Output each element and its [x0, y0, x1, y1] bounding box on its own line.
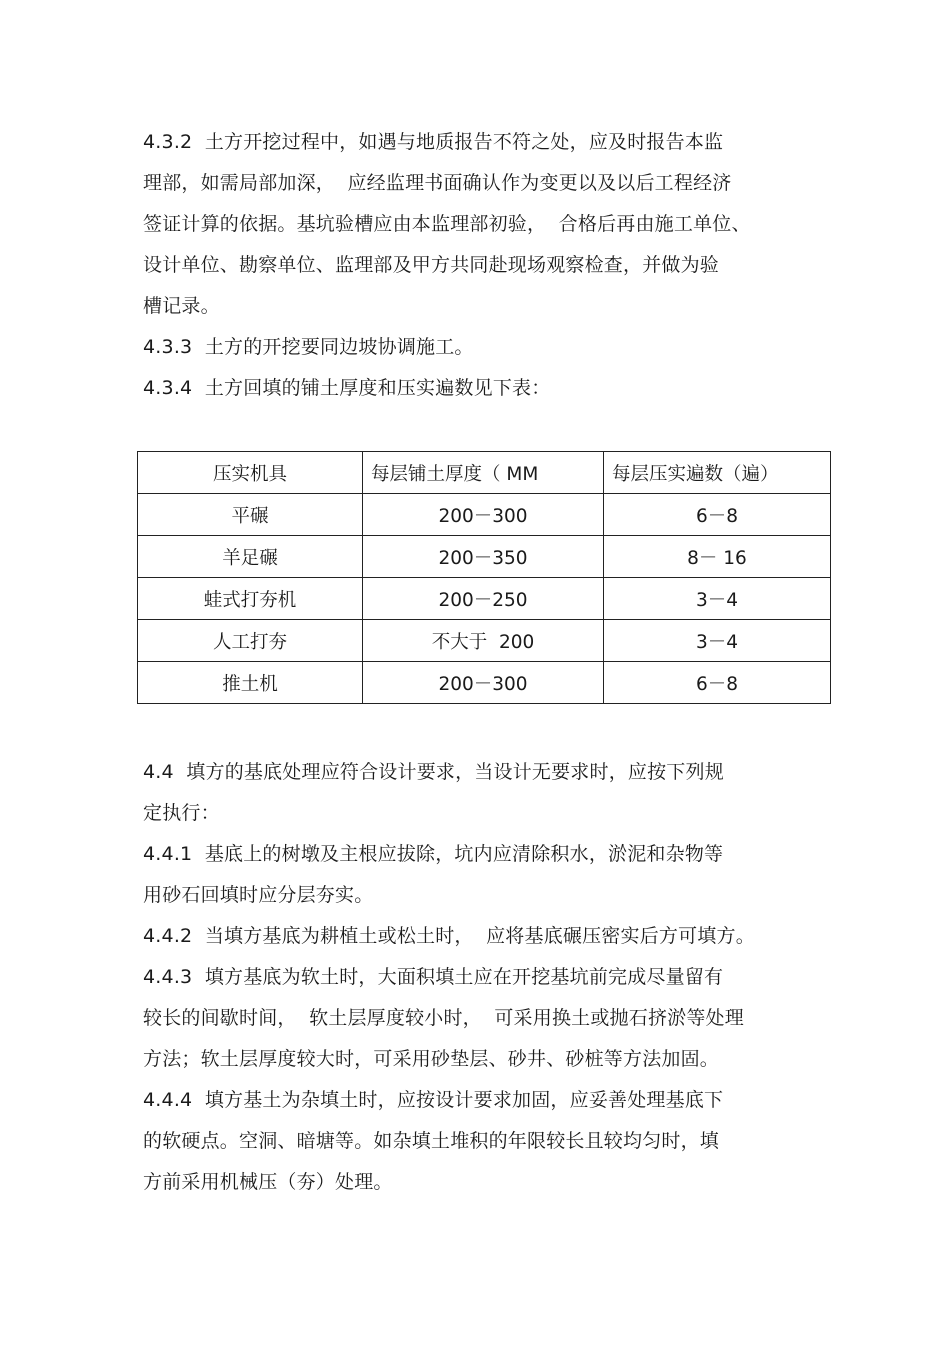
table-row: [138, 620, 831, 662]
cell-thickness: 不大于 200: [363, 620, 604, 662]
cell-passes: 8－ 16: [604, 536, 831, 578]
clause-4-3-4: 4.3.4 土方回填的铺土厚度和压实遍数见下表：: [143, 377, 551, 399]
header-compaction-machine: 压实机具: [138, 452, 363, 494]
table-row: [138, 662, 831, 704]
cell-machine: 推土机: [138, 662, 363, 704]
cell-passes: 3－4: [604, 620, 831, 662]
cell-thickness: 200－300: [363, 662, 604, 704]
paragraph-line: 的软硬点。空洞、暗塘等。如杂填土堆积的年限较长且较均匀时，填: [143, 1130, 720, 1152]
compaction-table: [137, 451, 831, 704]
paragraph-line: 槽记录。: [143, 295, 220, 317]
paragraph-line: 方前采用机械压（夯）处理。: [143, 1171, 393, 1193]
clause-4-4-4: 4.4.4 填方基土为杂填土时，应按设计要求加固，应妥善处理基底下: [143, 1089, 724, 1111]
table-row: [138, 494, 831, 536]
cell-thickness: 200－300: [363, 494, 604, 536]
table-row: [138, 536, 831, 578]
cell-machine: 蛙式打夯机: [138, 578, 363, 620]
paragraph-line: 用砂石回填时应分层夯实。: [143, 884, 374, 906]
section-4-3-text: [143, 122, 803, 409]
paragraph-line: 方法；软土层厚度较大时，可采用砂垫层、砂井、砂桩等方法加固。: [143, 1048, 720, 1070]
paragraph-line: 理部，如需局部加深， 应经监理书面确认作为变更以及以后工程经济: [143, 172, 732, 194]
clause-4-4-3: 4.4.3 填方基底为软土时，大面积填土应在开挖基坑前完成尽量留有: [143, 966, 724, 988]
cell-machine: 平碾: [138, 494, 363, 536]
clause-4-4-2: 4.4.2 当填方基底为耕植土或松土时， 应将基底碾压密实后方可填方。: [143, 925, 755, 947]
header-layer-thickness: 每层铺土厚度（ MM: [363, 452, 604, 494]
paragraph-line: 较长的间歇时间， 软土层厚度较小时， 可采用换土或抛石挤淤等处理: [143, 1007, 744, 1029]
paragraph-line: 定执行：: [143, 802, 220, 824]
cell-machine: 人工打夯: [138, 620, 363, 662]
clause-4-4-1: 4.4.1 基底上的树墩及主根应拔除，坑内应清除积水，淤泥和杂物等: [143, 843, 724, 865]
paragraph-line: 设计单位、勘察单位、监理部及甲方共同赴现场观察检查，并做为验: [143, 254, 720, 276]
clause-4-3-3: 4.3.3 土方的开挖要同边坡协调施工。: [143, 336, 474, 358]
cell-thickness: 200－250: [363, 578, 604, 620]
table-row: [138, 578, 831, 620]
cell-passes: 6－8: [604, 494, 831, 536]
paragraph-line: 签证计算的依据。基坑验槽应由本监理部初验， 合格后再由施工单位、: [143, 213, 751, 235]
paragraph-line: 4.3.2 土方开挖过程中，如遇与地质报告不符之处，应及时报告本监: [143, 131, 724, 153]
header-compaction-passes: 每层压实遍数（遍）: [604, 452, 831, 494]
cell-passes: 6－8: [604, 662, 831, 704]
clause-4-4: 4.4 填方的基底处理应符合设计要求，当设计无要求时，应按下列规: [143, 761, 724, 783]
section-4-4-text: [143, 752, 803, 1203]
table-header-row: [138, 452, 831, 494]
cell-thickness: 200－350: [363, 536, 604, 578]
cell-passes: 3－4: [604, 578, 831, 620]
cell-machine: 羊足碾: [138, 536, 363, 578]
